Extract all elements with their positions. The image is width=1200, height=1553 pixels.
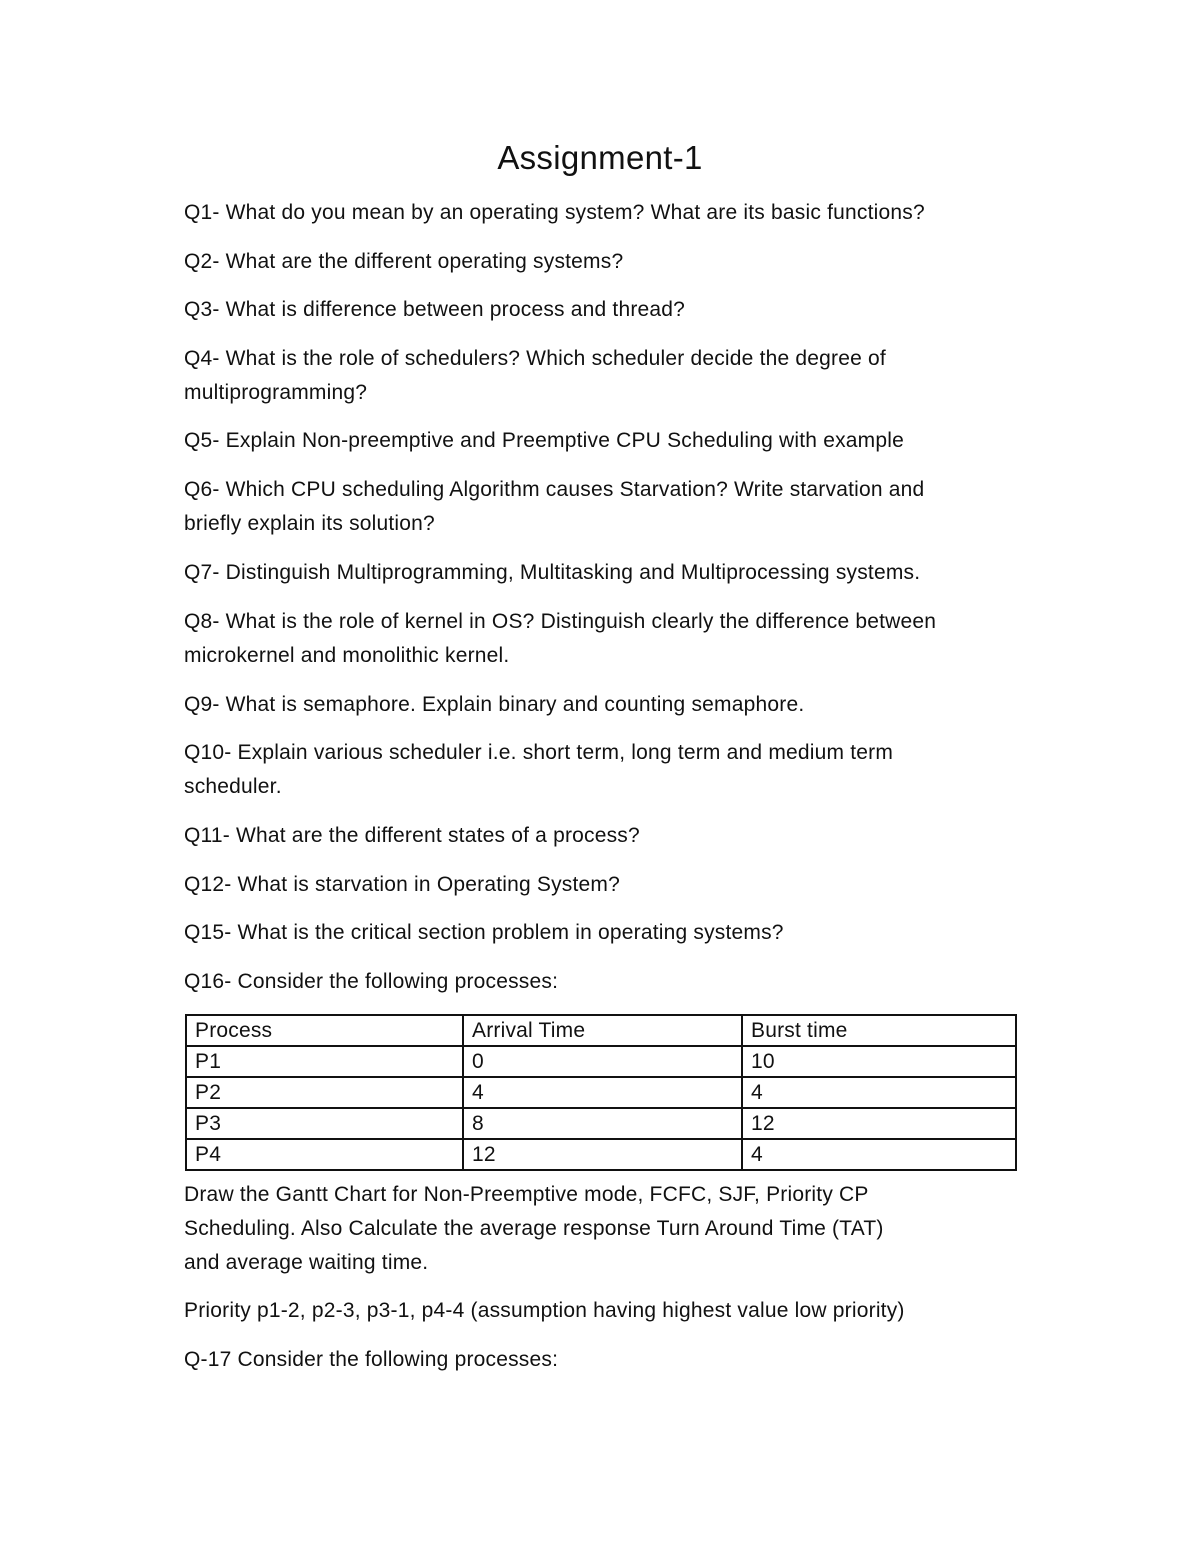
question-11: Q11- What are the different states of a process?	[184, 824, 640, 847]
header-burst-time: Burst time	[742, 1015, 1016, 1046]
table-row	[186, 1046, 1016, 1077]
question-1: Q1- What do you mean by an operating system? What are its basic functions?	[184, 201, 925, 224]
table-row	[186, 1077, 1016, 1108]
page-title: Assignment-1	[497, 139, 703, 176]
cell-burst-time: 4	[742, 1139, 1016, 1170]
table-header-row	[186, 1015, 1016, 1046]
cell-arrival-time: 8	[463, 1108, 742, 1139]
question-7: Q7- Distinguish Multiprogramming, Multitasking and Multiprocessing systems.	[184, 561, 921, 584]
cell-arrival-time: 4	[463, 1077, 742, 1108]
question-8-line-1: Q8- What is the role of kernel in OS? Distinguish clearly the difference between	[184, 610, 937, 633]
cell-arrival-time: 0	[463, 1046, 742, 1077]
question-4-line-2: multiprogramming?	[184, 381, 368, 404]
question-3: Q3- What is difference between process and thread?	[184, 298, 686, 321]
question-15: Q15- What is the critical section problem in operating systems?	[184, 921, 784, 944]
question-9: Q9- What is semaphore. Explain binary and counting semaphore.	[184, 693, 805, 716]
gantt-instruction-line-2: Scheduling. Also Calculate the average response Turn Around Time (TAT)	[184, 1217, 884, 1240]
header-process: Process	[186, 1015, 463, 1046]
cell-process: P4	[186, 1139, 463, 1170]
table-row	[186, 1139, 1016, 1170]
question-10-line-2: scheduler.	[184, 775, 282, 798]
question-6-line-1: Q6- Which CPU scheduling Algorithm causes Starvation? Write starvation and	[184, 478, 925, 501]
cell-burst-time: 4	[742, 1077, 1016, 1108]
cell-process: P2	[186, 1077, 463, 1108]
cell-process: P1	[186, 1046, 463, 1077]
question-12: Q12- What is starvation in Operating System?	[184, 873, 620, 896]
process-table	[185, 1014, 1017, 1171]
cell-process: P3	[186, 1108, 463, 1139]
priority-note: Priority p1-2, p2-3, p3-1, p4-4 (assumption having highest value low priority)	[184, 1299, 905, 1322]
question-4-line-1: Q4- What is the role of schedulers? Which scheduler decide the degree of	[184, 347, 886, 370]
question-6-line-2: briefly explain its solution?	[184, 512, 435, 535]
question-8-line-2: microkernel and monolithic kernel.	[184, 644, 510, 667]
cell-burst-time: 12	[742, 1108, 1016, 1139]
gantt-instruction-line-1: Draw the Gantt Chart for Non-Preemptive mode, FCFC, SJF, Priority CP	[184, 1183, 869, 1206]
question-5: Q5- Explain Non-preemptive and Preemptive CPU Scheduling with example	[184, 429, 904, 452]
cell-burst-time: 10	[742, 1046, 1016, 1077]
question-10-line-1: Q10- Explain various scheduler i.e. short term, long term and medium term	[184, 741, 894, 764]
question-2: Q2- What are the different operating systems?	[184, 250, 624, 273]
cell-arrival-time: 12	[463, 1139, 742, 1170]
question-17: Q-17 Consider the following processes:	[184, 1348, 559, 1371]
question-16: Q16- Consider the following processes:	[184, 970, 559, 993]
table-row	[186, 1108, 1016, 1139]
gantt-instruction-line-3: and average waiting time.	[184, 1251, 429, 1274]
header-arrival-time: Arrival Time	[463, 1015, 742, 1046]
